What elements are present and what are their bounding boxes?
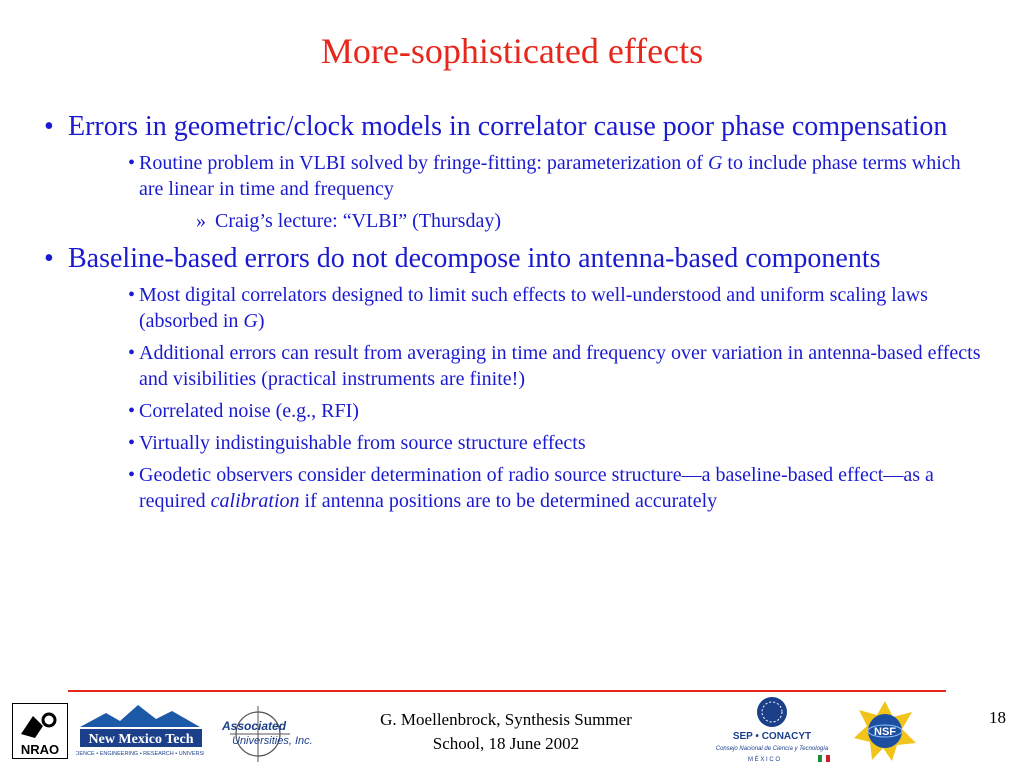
- sub-bullet-text: Geodetic observers consider determination of radio source structure—a baseline-based effect—as a required calibration if antenna positions are to be determined accurately: [139, 464, 934, 512]
- bullet-text: Errors in geometric/clock models in correlator cause poor phase compensation: [68, 111, 948, 142]
- sub-bullet-item: [128, 150, 984, 202]
- svg-text:SEP • CONACYT: SEP • CONACYT: [732, 731, 812, 742]
- nsf-logo: [852, 700, 918, 762]
- sub-sub-bullet-text: Craig’s lecture: “VLBI” (Thursday): [215, 210, 502, 232]
- svg-text:NRAO: NRAO: [20, 742, 60, 757]
- footer-line: School, 18 June 2002: [432, 734, 580, 753]
- crosshair-icon: [218, 700, 322, 762]
- slide-title: More-sophisticated effects: [320, 31, 704, 71]
- sub-bullet-text: Routine problem in VLBI solved by fringe-fitting: parameterization of G to include phase terms which are linear in time and frequency: [139, 152, 961, 200]
- sub-bullet-text: Most digital correlators designed to limit such effects to well-understood and uniform scaling laws (absorbed in G): [139, 284, 928, 332]
- bullet-mark: •: [44, 243, 54, 274]
- svg-text:Associated: Associated: [222, 719, 287, 733]
- sep-conacyt-logo: [706, 694, 842, 764]
- sub-bullet-mark: •: [128, 400, 136, 422]
- svg-text:Consejo Nacional de Ciencia y: Consejo Nacional de Ciencia y Tecnología: [715, 746, 829, 752]
- footer-rule: [68, 690, 946, 692]
- sub-bullet-text: Correlated noise (e.g., RFI): [139, 400, 359, 422]
- bullet-mark: •: [44, 111, 54, 142]
- sub-bullet-text: Virtually indistinguishable from source structure effects: [139, 432, 586, 454]
- footer-line: G. Moellenbrock, Synthesis Summer: [380, 710, 632, 729]
- sub-bullet-text: Additional errors can result from averaging in time and frequency over variation in antenna-based effects and visibilities (practical instruments are finite!): [139, 342, 981, 390]
- sub-bullet-item: [128, 462, 984, 514]
- nrao-emblem-icon: [13, 704, 67, 758]
- page-number: 18: [989, 708, 1006, 727]
- bullet-text: Baseline-based errors do not decompose into antenna-based components: [68, 243, 881, 274]
- sub-bullet-mark: •: [128, 432, 136, 454]
- svg-text:M É X I C O: M É X I C O: [747, 757, 781, 763]
- sub-bullet-item: [128, 282, 984, 334]
- bullet-item: [44, 110, 984, 144]
- sub-sub-bullet-mark: »: [196, 210, 206, 232]
- nrao-logo: [12, 703, 68, 759]
- conacyt-globe-icon: [706, 694, 842, 764]
- sub-bullet-mark: •: [128, 152, 136, 174]
- slide-body: [44, 110, 984, 520]
- mountain-icon: [76, 703, 204, 757]
- nsf-emblem-icon: [852, 700, 918, 762]
- sub-bullet-item: [128, 430, 984, 456]
- svg-text:NSF: NSF: [874, 726, 896, 738]
- svg-text:Universities, Inc.: Universities, Inc.: [232, 735, 313, 747]
- sub-sub-bullet-item: [196, 208, 984, 234]
- aui-logo: [218, 700, 322, 762]
- nmt-logo: [76, 703, 204, 757]
- sub-bullet-item: [128, 340, 984, 392]
- svg-text:New Mexico Tech: New Mexico Tech: [88, 732, 194, 747]
- sub-bullet-item: [128, 398, 984, 424]
- footer-credit: [344, 708, 668, 756]
- svg-text:SCIENCE • ENGINEERING • RESEAR: SCIENCE • ENGINEERING • RESEARCH • UNIVERSITY: [76, 751, 204, 757]
- sub-bullet-mark: •: [128, 464, 136, 486]
- sub-bullet-mark: •: [128, 342, 136, 364]
- sub-bullet-mark: •: [128, 284, 136, 306]
- bullet-item: [44, 242, 984, 276]
